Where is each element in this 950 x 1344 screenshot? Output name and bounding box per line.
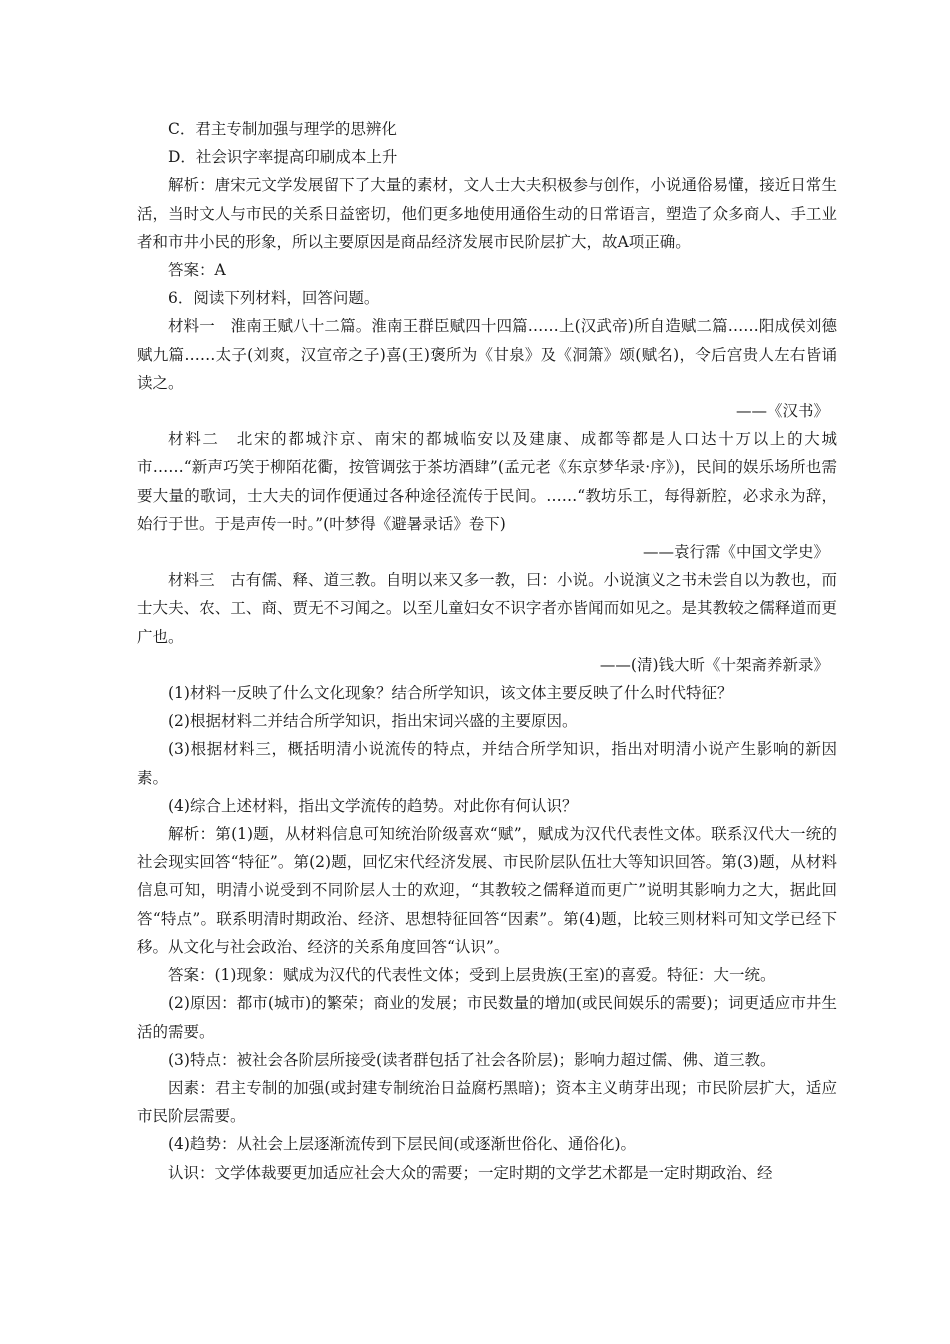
document-page bbox=[137, 115, 837, 1187]
q6-analysis: 解析：第(1)题，从材料信息可知统治阶级喜欢“赋”，赋成为汉代代表性文体。联系汉代大一统的社会现实回答“特征”。第(2)题，回忆宋代经济发展、市民阶层队伍壮大等知识回答。第(3)题，从材料信息可知，明清小说受到不同阶层人士的欢迎，“其教较之儒释道而更广”说明其影响力之大，据此回答“特点”。联系明清时期政治、经济、思想特征回答“因素”。第(4)题，比较三则材料可知文学已经下移。从文化与社会政治、经济的关系角度回答“认识”。 bbox=[137, 825, 837, 956]
q5-analysis: 解析：唐宋元文学发展留下了大量的素材，文人士大夫积极参与创作，小说通俗易懂，接近日常生活，当时文人与市民的关系日益密切，他们更多地使用通俗生动的日常语言，塑造了众多商人、手工业者和市井小民的形象，所以主要原因是商品经济发展市民阶层扩大，故A项正确。 bbox=[137, 176, 837, 251]
sub-question-1: (1)材料一反映了什么文化现象？结合所学知识，该文体主要反映了什么时代特征？ bbox=[168, 684, 733, 703]
material-3-source: ——(清)钱大昕《十架斋养新录》 bbox=[599, 655, 829, 674]
option-d: D．社会识字率提高印刷成本上升 bbox=[168, 148, 398, 167]
answer-1: 答案：(1)现象：赋成为汉代的代表性文体；受到上层贵族(王室)的喜爱。特征：大一统。 bbox=[168, 966, 776, 985]
answer-2: (2)原因：都市(城市)的繁荣；商业的发展；市民数量的增加(或民间娱乐的需要)；词更适应市井生活的需要。 bbox=[137, 994, 837, 1041]
answer-3-factors: 因素：君主专制的加强(或封建专制统治日益腐朽黑暗)；资本主义萌芽出现；市民阶层扩大，适应市民阶层需要。 bbox=[137, 1078, 837, 1126]
material-1-source: ——《汉书》 bbox=[735, 402, 829, 421]
sub-question-4: (4)综合上述材料，指出文学流传的趋势。对此你有何认识？ bbox=[168, 796, 578, 815]
q5-answer: 答案：A bbox=[168, 261, 226, 280]
material-1: 材料一 淮南王赋八十二篇。淮南王群臣赋四十四篇……上(汉武帝)所自造赋二篇……阳成侯刘德赋九篇……太子(刘爽，汉宣帝之子)喜(王)褒所为《甘泉》及《洞箫》颂(赋名)，令后宫贵人左右皆诵读之。 bbox=[137, 317, 837, 392]
sub-question-2: (2)根据材料二并结合所学知识，指出宋词兴盛的主要原因。 bbox=[168, 712, 578, 731]
material-2: 材料二 北宋的都城汴京、南宋的都城临安以及建康、成都等都是人口达十万以上的大城市……“新声巧笑于柳陌花衢，按管调弦于茶坊酒肆”(孟元老《东京梦华录·序》)，民间的娱乐场所也需要大量的歌词，士大夫的词作便通过各种途径流传于民间。……“教坊乐工，每得新腔，必求永为辞，始行于世。于是声传一时。”(叶梦得《避暑录话》卷下) bbox=[137, 430, 837, 533]
material-2-source: ——袁行霈《中国文学史》 bbox=[642, 543, 829, 562]
answer-4-understanding: 认识：文学体裁要更加适应社会大众的需要；一定时期的文学艺术都是一定时期政治、经 bbox=[168, 1163, 773, 1182]
answer-3-features: (3)特点：被社会各阶层所接受(读者群包括了社会各阶层)；影响力超过儒、佛、道三教。 bbox=[168, 1050, 776, 1069]
sub-question-3: (3)根据材料三，概括明清小说流传的特点，并结合所学知识，指出对明清小说产生影响的新因素。 bbox=[137, 740, 837, 787]
material-3: 材料三 古有儒、释、道三教。自明以来又多一教，曰：小说。小说演义之书未尝自以为教也，而士大夫、农、工、商、贾无不习闻之。以至儿童妇女不识字者亦皆闻而如见之。是其教较之儒释道而更广也。 bbox=[137, 571, 837, 646]
option-c: C．君主专制加强与理学的思辨化 bbox=[168, 120, 397, 138]
answer-4-trend: (4)趋势：从社会上层逐渐流传到下层民间(或逐渐世俗化、通俗化)。 bbox=[168, 1135, 637, 1154]
q6-stem: 6．阅读下列材料，回答问题。 bbox=[168, 289, 380, 308]
